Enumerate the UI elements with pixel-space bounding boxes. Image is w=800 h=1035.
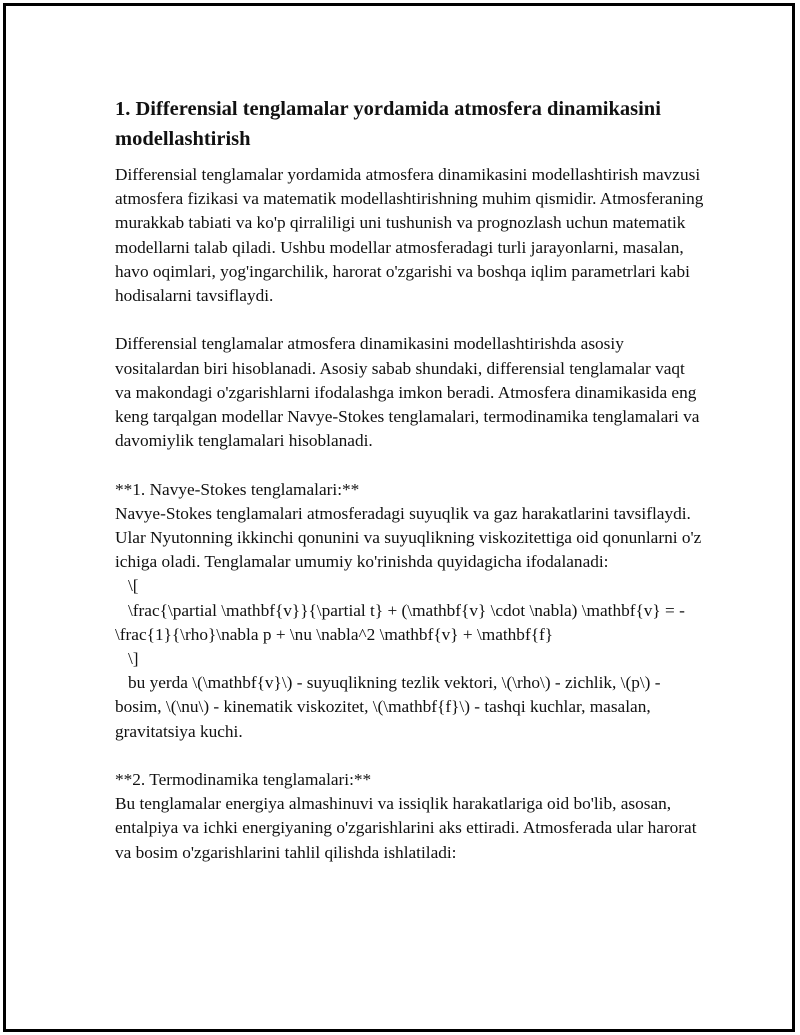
formula-body-text: \frac{\partial \mathbf{v}}{\partial t} + (\mathbf{v} \cdot \nabla) \mathbf{v} = -\frac{1}{\rho}\nabla p + \nu \nabla^2 \mathbf{v} + \mathbf{f} (115, 600, 685, 644)
formula-explanation-text: bu yerda \(\mathbf{v}\) - suyuqlikning tezlik vektori, \(\rho\) - zichlik, \(p\) - bosim, \(\nu\) - kinematik viskozitet, \(\mathbf{f}\) - tashqi kuchlar, masalan, gravitatsiya kuchi. (115, 673, 661, 741)
document-content (115, 94, 705, 865)
paragraph-intro: Differensial tenglamalar yordamida atmosfera dinamikasini modellashtirish mavzusi atmosfera fizikasi va matematik modellashtirishning muhim qismidir. Atmosferaning murakkab tabiati va ko'p qirraliligi uni tushunish va prognozlash uchun matematik modellarni talab qiladi. Ushbu modellar atmosferadagi turli jarayonlarni, masalan, havo oqimlari, yog'ingarchilik, harorat o'zgarishi va boshqa iqlim parametrlari kabi hodisalarni tavsiflaydi. (115, 165, 704, 306)
formula-close: \] (128, 649, 139, 669)
section-thermodynamics-text: Bu tenglamalar energiya almashinuvi va issiqlik harakatlariga oid bo'lib, asosan, entalpiya va ichki energiyaning o'zgarishlarini aks ettiradi. Atmosferada ular harorat va bosim o'zgarishlarini tahlil qilishda ishlatiladi: (115, 794, 697, 862)
formula-explanation (115, 671, 705, 744)
section-thermodynamics-title: **2. Termodinamika tenglamalari:** (115, 770, 372, 790)
paragraph-differential-equations: Differensial tenglamalar atmosfera dinamikasini modellashtirishda asosiy vositalardan biri hisoblanadi. Asosiy sabab shundaki, differensial tenglamalar vaqt va makondagi o'zgarishlarni ifodalashga imkon beradi. Atmosfera dinamikasida eng keng tarqalgan modellar Navye-Stokes tenglamalari, termodinamika tenglamalari va davomiylik tenglamalari hisoblanadi. (115, 334, 700, 451)
formula-open: \[ (128, 576, 139, 596)
formula-body (115, 599, 705, 647)
section-gap (115, 744, 705, 768)
document-heading: 1. Differensial tenglamalar yordamida atmosfera dinamikasini modellashtirish (115, 98, 661, 150)
section-navier-stokes-text: Navye-Stokes tenglamalari atmosferadagi suyuqlik va gaz harakatlarini tavsiflaydi. Ular Nyutonning ikkinchi qonunini va suyuqlikning viskozitettiga oid qonunlarni o'z ichiga oladi. Tenglamalar umumiy ko'rinishda quyidagicha ifodalanadi: (115, 503, 702, 572)
section-navier-stokes-title: **1. Navye-Stokes tenglamalari:** (115, 479, 360, 499)
